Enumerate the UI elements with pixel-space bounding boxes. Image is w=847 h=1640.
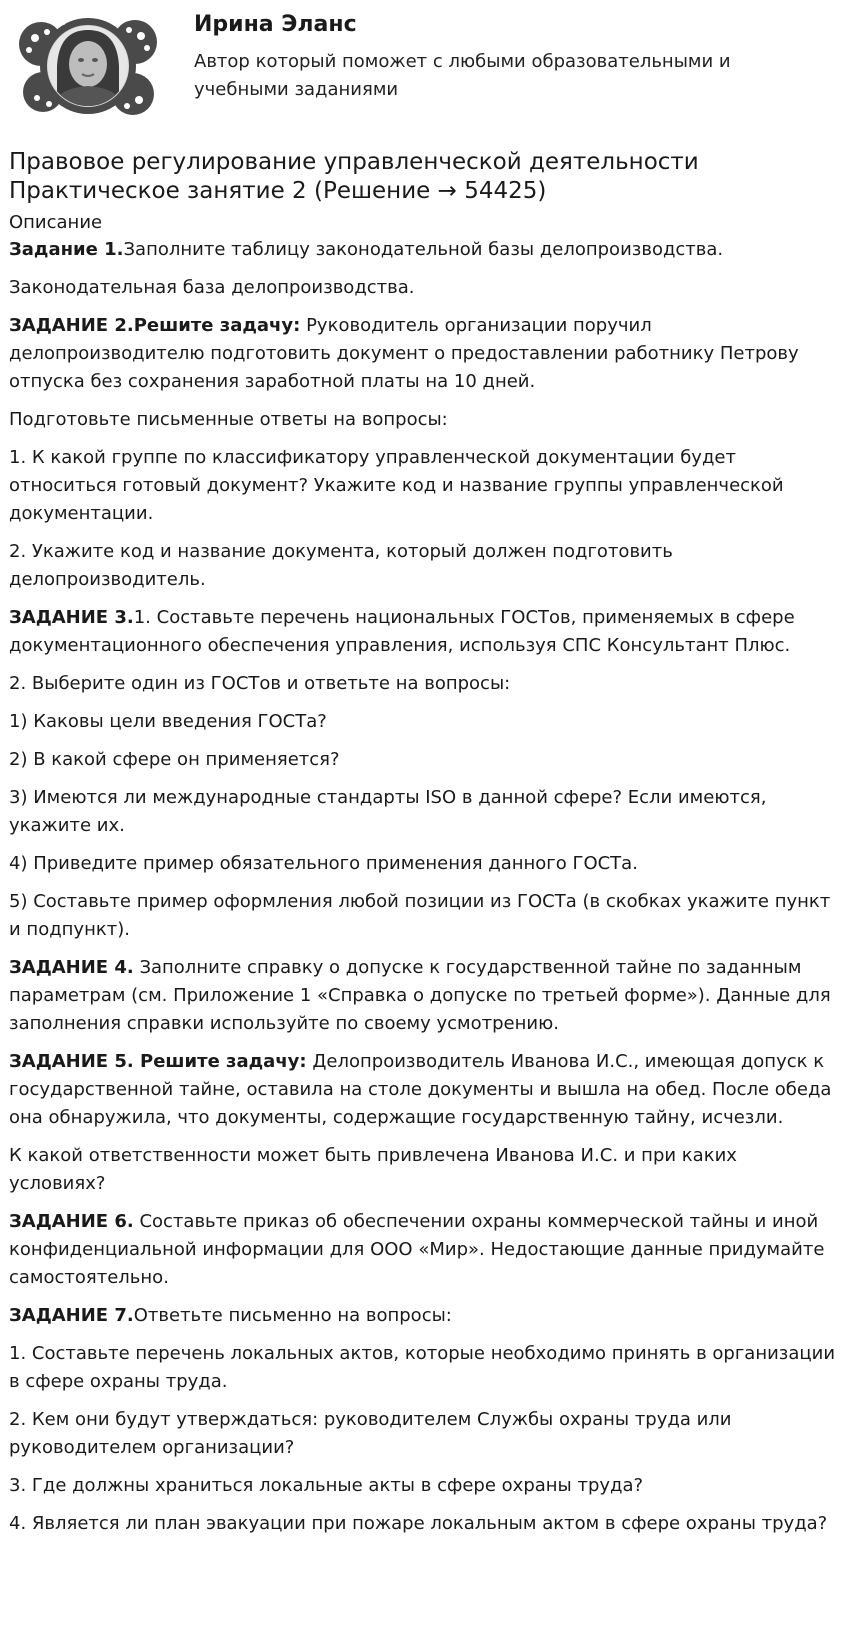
author-avatar[interactable] xyxy=(17,6,159,124)
paragraph xyxy=(9,1048,838,1132)
paragraph-text: Ответьте письменно на вопросы: xyxy=(133,1305,452,1326)
author-name[interactable]: Ирина Эланс xyxy=(194,12,357,37)
paragraph xyxy=(9,1208,838,1292)
paragraph-text: Подготовьте письменные ответы на вопросы: xyxy=(9,409,448,430)
paragraph xyxy=(9,670,838,698)
paragraph-text: К какой ответственности может быть привлечена Иванова И.С. и при каких условиях? xyxy=(9,1145,737,1194)
task-heading: ЗАДАНИЕ 6. xyxy=(9,1211,134,1232)
author-description: Автор который поможет с любыми образовательными и учебными заданиями xyxy=(194,51,731,100)
paragraph xyxy=(9,784,838,840)
task-heading: ЗАДАНИЕ 7. xyxy=(9,1305,134,1326)
paragraph-text: Руководитель организации поручил делопроизводителю подготовить документ о предоставлении работнику Петрову отпуска без сохранения заработной платы на 10 дней. xyxy=(9,315,799,392)
paragraph-text: 3) Имеются ли международные стандарты ISO в данной сфере? Если имеются, укажите их. xyxy=(9,787,767,836)
paragraph xyxy=(9,1302,838,1330)
paragraph xyxy=(9,1472,838,1500)
paragraph xyxy=(9,746,838,774)
task-heading: Задание 1. xyxy=(9,239,124,260)
page-title xyxy=(9,148,838,206)
paragraph-text: 2. Кем они будут утверждаться: руководителем Службы охраны труда или руководителем организации? xyxy=(9,1409,732,1458)
paragraph xyxy=(9,888,838,944)
paragraph-text: 1. К какой группе по классификатору управленческой документации будет относиться готовый документ? Укажите код и название группы управленческой документации. xyxy=(9,447,784,524)
paragraph xyxy=(9,274,838,302)
paragraph-text: 2) В какой сфере он применяется? xyxy=(9,749,340,770)
paragraph-text: 4. Является ли план эвакуации при пожаре локальным актом в сфере охраны труда? xyxy=(9,1513,828,1534)
paragraph-text: Составьте приказ об обеспечении охраны коммерческой тайны и иной конфиденциальной информации для ООО «Мир». Недостающие данные придумайте самостоятельно. xyxy=(9,1211,825,1288)
paragraph xyxy=(9,604,838,660)
paragraph-text: Законодательная база делопроизводства. xyxy=(9,277,415,298)
description-label: Описание xyxy=(9,212,103,233)
paragraph-text: 2. Выберите один из ГОСТов и ответьте на вопросы: xyxy=(9,673,511,694)
task-heading: ЗАДАНИЕ 2.Решите задачу: xyxy=(9,315,301,336)
paragraph-text: 3. Где должны храниться локальные акты в сфере охраны труда? xyxy=(9,1475,644,1496)
paragraph-text: 1. Составьте перечень локальных актов, которые необходимо принять в организации в сфере охраны труда. xyxy=(9,1343,836,1392)
paragraph-text: 2. Укажите код и название документа, который должен подготовить делопроизводитель. xyxy=(9,541,673,590)
paragraph xyxy=(9,406,838,434)
paragraph xyxy=(9,1510,838,1538)
paragraph-text: 4) Приведите пример обязательного применения данного ГОСТа. xyxy=(9,853,638,874)
paragraph xyxy=(9,954,838,1038)
paragraph xyxy=(9,444,838,528)
paragraph xyxy=(9,538,838,594)
page-title-line-2: Практическое занятие 2 (Решение → 54425) xyxy=(9,178,547,204)
paragraph-text: 1) Каковы цели введения ГОСТа? xyxy=(9,711,327,732)
task-heading: ЗАДАНИЕ 5. Решите задачу: xyxy=(9,1051,307,1072)
task-heading: ЗАДАНИЕ 4. xyxy=(9,957,134,978)
paragraph-text: 1. Составьте перечень национальных ГОСТов, применяемых в сфере документационного обеспечения управления, используя СПС Консультант Плюс. xyxy=(9,607,795,656)
paragraph-text: Делопроизводитель Иванова И.С., имеющая допуск к государственной тайне, оставила на столе документы и вышла на обед. После обеда она обнаружила, что документы, содержащие государственную тайну, исчезли. xyxy=(9,1051,832,1128)
paragraph xyxy=(9,850,838,878)
paragraph xyxy=(9,1142,838,1198)
paragraph xyxy=(9,236,838,264)
paragraph-text: Заполните таблицу законодательной базы делопроизводства. xyxy=(123,239,724,260)
paragraph xyxy=(9,1406,838,1462)
page-title-line-1: Правовое регулирование управленческой деятельности xyxy=(9,149,699,175)
paragraph-text: 5) Составьте пример оформления любой позиции из ГОСТа (в скобках укажите пункт и подпункт). xyxy=(9,891,831,940)
task-heading: ЗАДАНИЕ 3. xyxy=(9,607,134,628)
paragraph xyxy=(9,312,838,396)
description-content xyxy=(9,236,838,1538)
paragraph xyxy=(9,1340,838,1396)
paragraph xyxy=(9,708,838,736)
paragraph-text: Заполните справку о допуске к государственной тайне по заданным параметрам (см. Приложение 1 «Справка о допуске по третьей форме»). Данные для заполнения справки используйте по своему усмотрению. xyxy=(9,957,831,1034)
author-card xyxy=(9,0,838,130)
